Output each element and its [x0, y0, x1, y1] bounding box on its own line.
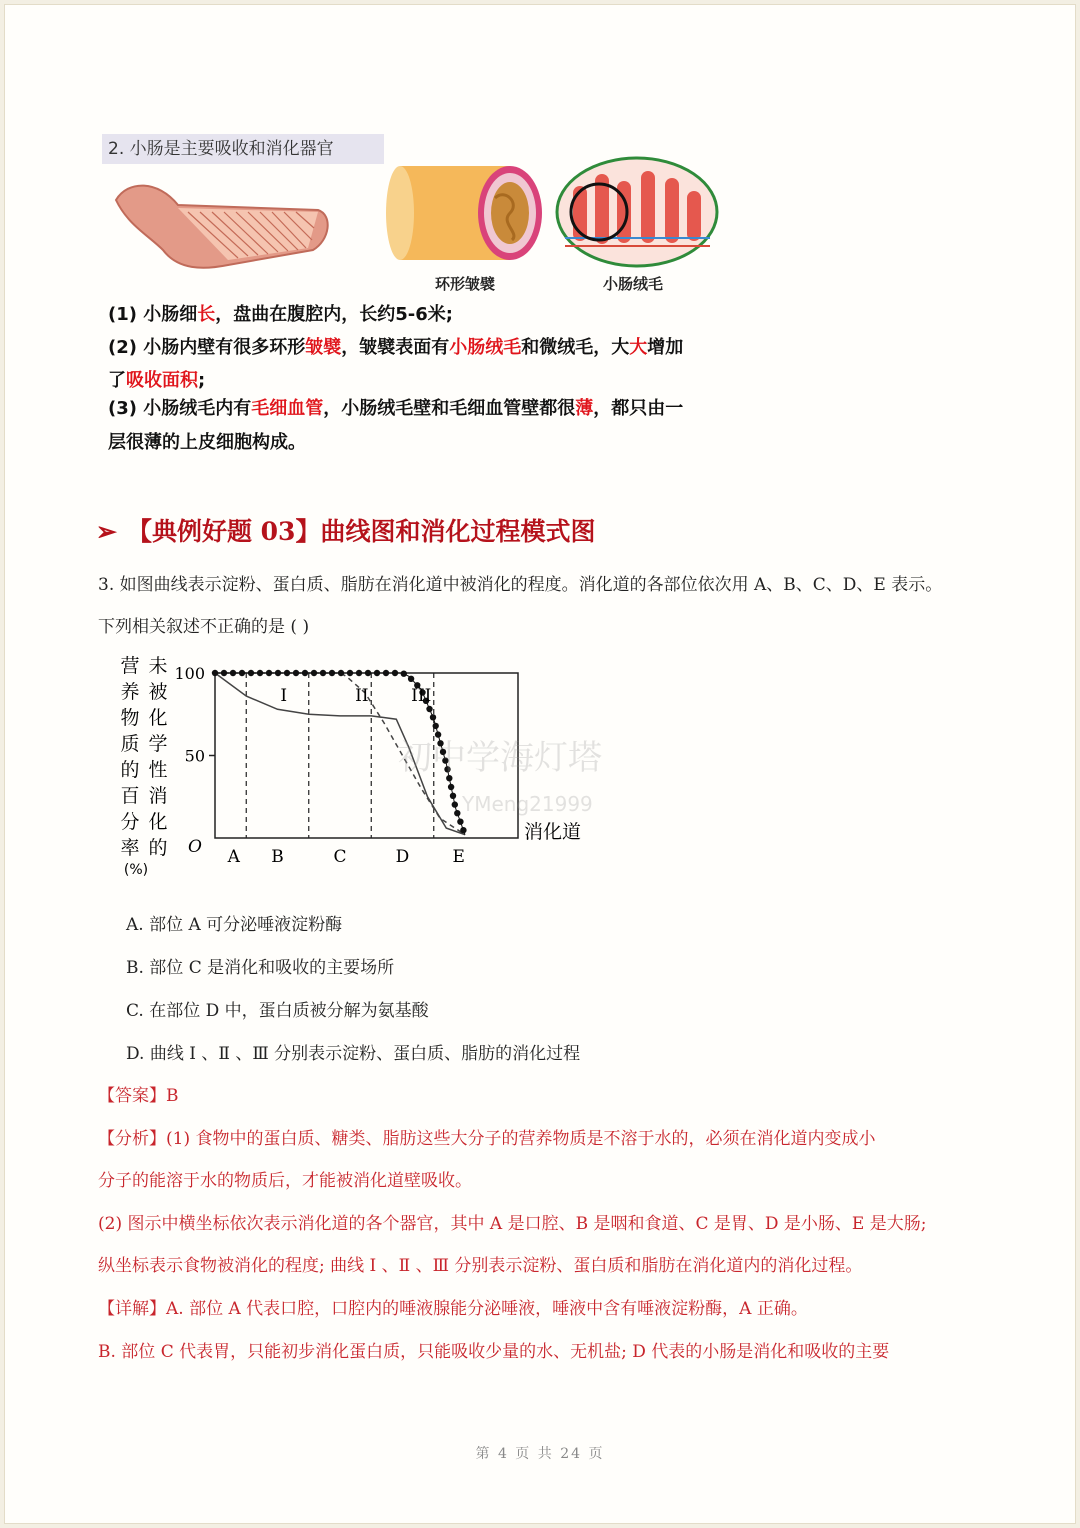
y-tick-label: 100	[174, 664, 205, 683]
curve-III-point	[338, 670, 344, 676]
analysis-line-2: 分子的能溶于水的物质后，才能被消化道壁吸收。	[98, 1171, 472, 1191]
detail-line-1: 【详解】A. 部位 A 代表口腔，口腔内的唾液腺能分泌唾液，唾液中含有唾液淀粉酶，A 正确。	[98, 1299, 808, 1319]
curve-III-point	[374, 670, 380, 676]
highlight-text: 大	[629, 337, 648, 358]
highlight-text: 薄	[575, 398, 594, 419]
curve-III-point	[448, 784, 454, 790]
page-footer: 第 4 页 共 24 页	[475, 1446, 605, 1462]
highlight-text: 长	[197, 304, 216, 325]
curve-III-point	[460, 827, 466, 833]
curve-III-point	[356, 670, 362, 676]
curve-III-point	[320, 670, 326, 676]
analysis-line-3: (2) 图示中横坐标依次表示消化道的各个器官，其中 A 是口腔、B 是咽和食道、C 是胃、D 是小肠、E 是大肠;	[98, 1214, 927, 1234]
origin-label: O	[188, 837, 202, 857]
curve-III-point	[365, 670, 371, 676]
y-axis-unit: (%)	[123, 862, 149, 878]
small-intestine-illustration	[108, 170, 338, 280]
question-line-1: 3. 如图曲线表示淀粉、蛋白质、脂肪在消化道中被消化的程度。消化道的各部位依次用 A、B、C、D、E 表示。	[98, 575, 943, 595]
curve-III-point	[293, 670, 299, 676]
point-text: 了	[108, 370, 126, 391]
knowledge-point-line	[108, 392, 683, 425]
option-b: B. 部位 C 是消化和吸收的主要场所	[126, 958, 395, 978]
y-axis-label-left: 营养物质的百分率	[120, 655, 140, 859]
curve-III-point	[266, 670, 272, 676]
circular-fold-illustration	[380, 158, 545, 268]
curve-III-point	[408, 676, 414, 682]
x-tick-label: C	[333, 847, 347, 867]
point-text: (1) 小肠细	[108, 304, 198, 325]
watermark-text: 初中学海灯塔	[398, 738, 602, 778]
curve-III-point	[284, 670, 290, 676]
curve-III-point	[275, 670, 281, 676]
knowledge-point-line	[108, 426, 306, 459]
curve-III-point	[311, 670, 317, 676]
option-d: D. 曲线 Ⅰ 、Ⅱ 、Ⅲ 分别表示淀粉、蛋白质、脂肪的消化过程	[126, 1044, 581, 1064]
point-text: 和微绒毛，大	[521, 337, 630, 358]
detail-line-2: B. 部位 C 代表胃，只能初步消化蛋白质，只能吸收少量的水、无机盐; D 代表的小肠是消化和吸收的主要	[98, 1342, 890, 1362]
answer-label: 【答案】B	[98, 1086, 179, 1106]
point-text: (3) 小肠绒毛内有	[108, 398, 252, 419]
curve-III-point	[450, 793, 456, 799]
analysis-line-1: 【分析】(1) 食物中的蛋白质、糖类、脂肪这些大分子的营养物质是不溶于水的，必须在消化道内变成小	[98, 1129, 876, 1149]
y-axis-label-right: 未被化学性消化的	[148, 655, 168, 859]
option-a: A. 部位 A 可分泌唾液淀粉酶	[126, 915, 343, 935]
curve-III-point	[257, 670, 263, 676]
curve-III-point	[212, 670, 218, 676]
watermark-subtext: YMeng21999	[462, 792, 593, 816]
curve-label: II	[355, 686, 369, 706]
point-text: 增加	[647, 337, 684, 358]
villi-illustration	[555, 156, 720, 268]
curve-III-point	[248, 670, 254, 676]
option-c: C. 在部位 D 中，蛋白质被分解为氨基酸	[126, 1001, 429, 1021]
point-text: (2) 小肠内壁有很多环形	[108, 337, 306, 358]
curve-III-point	[452, 801, 458, 807]
curve-III-point	[457, 819, 463, 825]
curve-III-point	[430, 714, 436, 720]
curve-label: III	[411, 686, 432, 706]
x-tick-label: E	[452, 847, 465, 867]
point-text: 层很薄的上皮细胞构成。	[108, 432, 306, 453]
curve-III-point	[302, 670, 308, 676]
point-text: ，小肠绒毛壁和毛细血管壁都很	[323, 398, 576, 419]
caption-circular-fold: 环形皱襞	[435, 275, 496, 293]
point-text: ;	[198, 370, 206, 391]
analysis-line-4: 纵坐标表示食物被消化的程度; 曲线 Ⅰ 、Ⅱ 、Ⅲ 分别表示淀粉、蛋白质和脂肪在消化道内的消化过程。	[98, 1256, 863, 1276]
curve-label: I	[280, 686, 288, 706]
curve-III-point	[329, 670, 335, 676]
example-heading	[96, 512, 595, 548]
curve-III-point	[383, 670, 389, 676]
highlight-text: 皱襞	[305, 337, 342, 358]
highlight-text: 毛细血管	[251, 398, 324, 419]
arrow-icon: ➢	[96, 517, 117, 546]
x-tick-label: D	[395, 847, 410, 867]
curve-III-point	[401, 671, 407, 677]
curve-III-point	[221, 670, 227, 676]
x-tick-label: A	[227, 847, 240, 867]
y-tick-label: 50	[184, 746, 205, 766]
knowledge-point-line	[108, 298, 453, 331]
curve-III-point	[239, 670, 245, 676]
curve-III-point	[347, 670, 353, 676]
x-axis-label: 消化道	[524, 821, 582, 843]
highlight-text: 小肠绒毛	[449, 337, 522, 358]
curve-III-point	[454, 810, 460, 816]
question-line-2: 下列相关叙述不正确的是 ( )	[98, 617, 310, 637]
x-tick-label: B	[271, 847, 284, 867]
point-text: ，盘曲在腹腔内，长约5-6米;	[215, 304, 453, 325]
highlight-text: 吸收面积	[126, 370, 198, 391]
section-title: 2. 小肠是主要吸收和消化器官	[102, 134, 384, 164]
curve-III-point	[392, 670, 398, 676]
point-text: ，皱襞表面有	[341, 337, 450, 358]
curve-III-point	[426, 706, 432, 712]
point-text: ，都只由一	[593, 398, 684, 419]
curve-III-point	[433, 723, 439, 729]
heading-text: 【典例好题 03】曲线图和消化过程模式图	[126, 517, 596, 546]
curve-III-point	[230, 670, 236, 676]
knowledge-point-line	[108, 331, 683, 364]
caption-villi: 小肠绒毛	[603, 275, 664, 293]
